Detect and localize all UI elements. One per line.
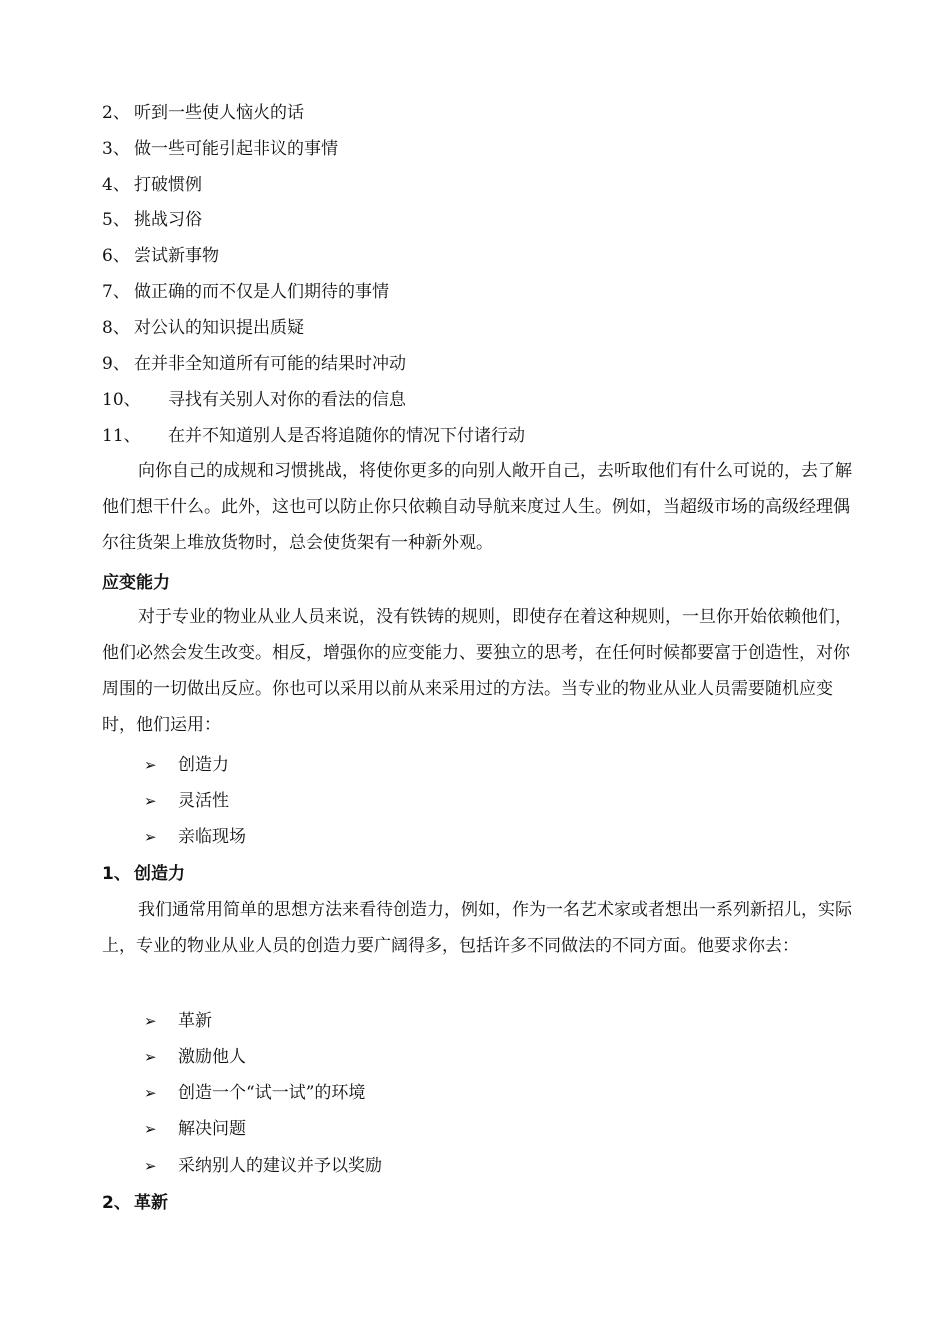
list-number: 7、	[102, 282, 130, 302]
arrow-bullet-icon: ➢	[144, 1157, 157, 1175]
list-text: 听到一些使人恼火的话	[134, 103, 304, 123]
bullet-text: 创造一个“试一试”的环境	[178, 1083, 366, 1103]
heading-text: 革新	[134, 1193, 168, 1213]
section-heading-innovation	[102, 1190, 168, 1216]
list-item	[102, 423, 525, 449]
section-heading-adaptability: 应变能力	[102, 573, 170, 593]
bullet-item	[144, 1080, 365, 1106]
list-text: 打破惯例	[134, 175, 202, 195]
list-item	[102, 279, 389, 305]
list-text: 尝试新事物	[134, 246, 219, 266]
list-item	[102, 100, 304, 126]
list-number: 5、	[102, 210, 130, 230]
list-item	[102, 315, 304, 341]
arrow-bullet-icon: ➢	[144, 756, 157, 774]
arrow-bullet-icon: ➢	[144, 1120, 157, 1138]
arrow-bullet-icon: ➢	[144, 1048, 157, 1066]
list-text: 对公认的知识提出质疑	[134, 318, 304, 338]
list-item	[102, 172, 202, 198]
bullet-text: 灵活性	[178, 791, 229, 811]
heading-number: 2、	[102, 1193, 131, 1213]
list-text: 做一些可能引起非议的事情	[134, 139, 338, 159]
bullet-item	[144, 1153, 382, 1179]
bullet-text: 激励他人	[178, 1047, 246, 1067]
list-number: 6、	[102, 246, 130, 266]
list-text: 挑战习俗	[134, 210, 202, 230]
bullet-text: 解决问题	[178, 1119, 246, 1139]
bullet-text: 创造力	[178, 755, 229, 775]
list-number: 9、	[102, 354, 130, 374]
list-item	[102, 207, 202, 233]
list-number: 2、	[102, 103, 130, 123]
bullet-item	[144, 788, 229, 814]
arrow-bullet-icon: ➢	[144, 828, 157, 846]
bullet-item	[144, 1008, 212, 1034]
paragraph-adaptability: 对于专业的物业从业人员来说，没有铁铸的规则，即使存在着这种规则，一旦你开始依赖他们，他们必然会发生改变。相反，增强你的应变能力、要独立的思考，在任何时候都要富于创造性，对你周围的一切做出反应。你也可以采用以前从来采用过的方法。当专业的物业从业人员需要随机应变时，他们运用：	[102, 607, 852, 735]
heading-text: 创造力	[134, 864, 185, 884]
bullet-item	[144, 1044, 246, 1070]
list-number: 3、	[102, 139, 130, 159]
list-text: 在并不知道别人是否将追随你的情况下付诸行动	[168, 426, 525, 446]
arrow-bullet-icon: ➢	[144, 1012, 157, 1030]
list-number: 10、	[102, 390, 141, 410]
bullet-text: 亲临现场	[178, 827, 246, 847]
list-number: 11、	[102, 426, 141, 446]
section-heading-creativity	[102, 861, 185, 887]
heading-number: 1、	[102, 864, 131, 884]
paragraph-challenge: 向你自己的成规和习惯挑战，将使你更多的向别人敞开自己，去听取他们有什么可说的，去了解他们想干什么。此外，这也可以防止你只依赖自动导航来度过人生。例如，当超级市场的高级经理偶尔往货架上堆放货物时，总会使货架有一种新外观。	[102, 461, 852, 553]
list-text: 做正确的而不仅是人们期待的事情	[134, 282, 389, 302]
arrow-bullet-icon: ➢	[144, 792, 157, 810]
bullet-text: 采纳别人的建议并予以奖励	[178, 1156, 382, 1176]
paragraph-creativity: 我们通常用简单的思想方法来看待创造力，例如，作为一名艺术家或者想出一系列新招儿，实际上，专业的物业从业人员的创造力要广阔得多，包括许多不同做法的不同方面。他要求你去：	[102, 900, 852, 956]
list-number: 8、	[102, 318, 130, 338]
list-text: 在并非全知道所有可能的结果时冲动	[134, 354, 406, 374]
list-item	[102, 243, 219, 269]
bullet-item	[144, 824, 246, 850]
bullet-item	[144, 752, 229, 778]
bullet-text: 革新	[178, 1011, 212, 1031]
list-number: 4、	[102, 175, 130, 195]
list-text: 寻找有关别人对你的看法的信息	[168, 390, 406, 410]
bullet-item	[144, 1116, 246, 1142]
arrow-bullet-icon: ➢	[144, 1084, 157, 1102]
list-item	[102, 387, 406, 413]
list-item	[102, 351, 406, 377]
list-item	[102, 136, 338, 162]
